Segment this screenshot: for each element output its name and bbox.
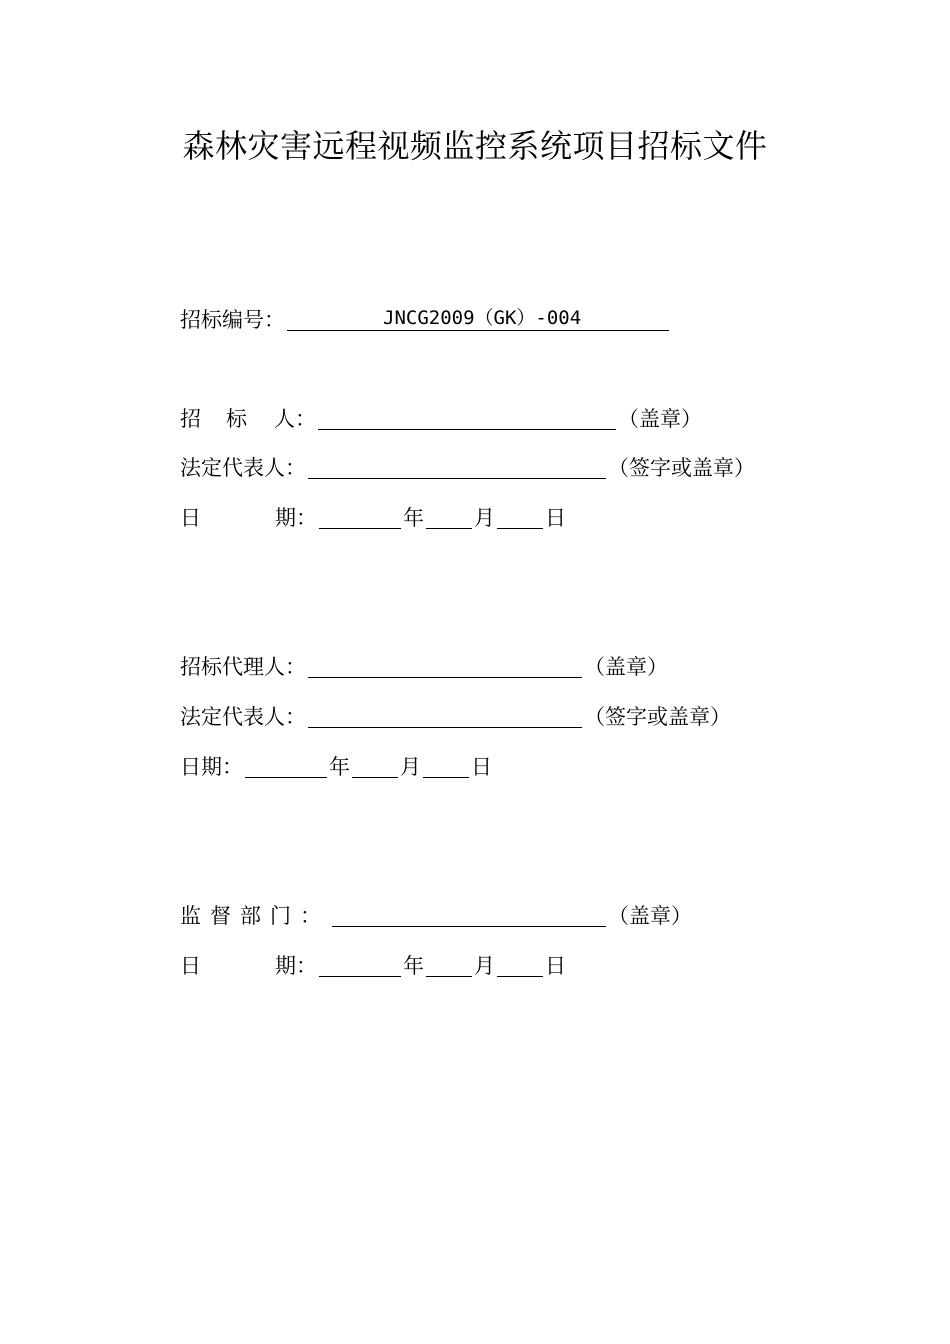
- tenderer-date-label-char-2: 期：: [275, 506, 317, 530]
- tenderer-date-row: [180, 502, 566, 534]
- supervisor-day-unit: 日: [545, 954, 566, 978]
- bid-number-row: [180, 304, 671, 336]
- agent-rep-label: 法定代表人：: [180, 705, 306, 729]
- tenderer-seal-note: （盖章）: [618, 407, 702, 431]
- agent-date-label: 日期：: [180, 755, 243, 779]
- supervisor-seal-note: （盖章）: [608, 904, 692, 928]
- supervisor-date-row: [180, 950, 566, 982]
- agent-name-field[interactable]: [308, 651, 582, 678]
- tenderer-month-unit: 月: [474, 506, 495, 530]
- tenderer-rep-note: （签字或盖章）: [608, 456, 755, 480]
- tenderer-rep-label: 法定代表人：: [180, 456, 306, 480]
- agent-rep-row: [180, 701, 731, 733]
- agent-year-field[interactable]: [245, 751, 327, 778]
- tenderer-row: [180, 403, 702, 435]
- tenderer-rep-row: [180, 452, 755, 484]
- supervisor-name-field[interactable]: [332, 900, 606, 927]
- tenderer-name-field[interactable]: [318, 403, 616, 430]
- supervisor-year-unit: 年: [403, 954, 424, 978]
- agent-year-unit: 年: [329, 755, 350, 779]
- tenderer-year-field[interactable]: [319, 502, 401, 529]
- agent-day-unit: 日: [471, 755, 492, 779]
- supervisor-row: [180, 900, 692, 932]
- agent-row: [180, 651, 668, 683]
- supervisor-label: 监督部门：: [180, 904, 330, 928]
- agent-label: 招标代理人：: [180, 655, 306, 679]
- supervisor-date-label-char-1: 日: [180, 954, 201, 978]
- document-title: 森林灾害远程视频监控系统项目招标文件: [182, 127, 768, 165]
- tenderer-rep-field[interactable]: [308, 452, 606, 479]
- bid-number-label: 招标编号：: [180, 308, 285, 332]
- agent-rep-field[interactable]: [308, 701, 582, 728]
- supervisor-date-label-char-2: 期：: [275, 954, 317, 978]
- agent-day-field[interactable]: [423, 751, 469, 778]
- tenderer-label-char-3: 人：: [274, 407, 316, 431]
- agent-date-row: [180, 751, 492, 783]
- tenderer-date-label-char-1: 日: [180, 506, 201, 530]
- tenderer-label-char-1: 招: [180, 407, 201, 431]
- supervisor-day-field[interactable]: [497, 950, 543, 977]
- bid-number-field[interactable]: JNCG2009（GK）-004: [287, 305, 669, 331]
- tenderer-year-unit: 年: [403, 506, 424, 530]
- supervisor-month-unit: 月: [474, 954, 495, 978]
- agent-rep-note: （签字或盖章）: [584, 705, 731, 729]
- agent-seal-note: （盖章）: [584, 655, 668, 679]
- supervisor-month-field[interactable]: [426, 950, 472, 977]
- tenderer-month-field[interactable]: [426, 502, 472, 529]
- agent-month-unit: 月: [400, 755, 421, 779]
- tenderer-day-unit: 日: [545, 506, 566, 530]
- tenderer-day-field[interactable]: [497, 502, 543, 529]
- supervisor-year-field[interactable]: [319, 950, 401, 977]
- tenderer-label-char-2: 标: [226, 407, 247, 431]
- agent-month-field[interactable]: [352, 751, 398, 778]
